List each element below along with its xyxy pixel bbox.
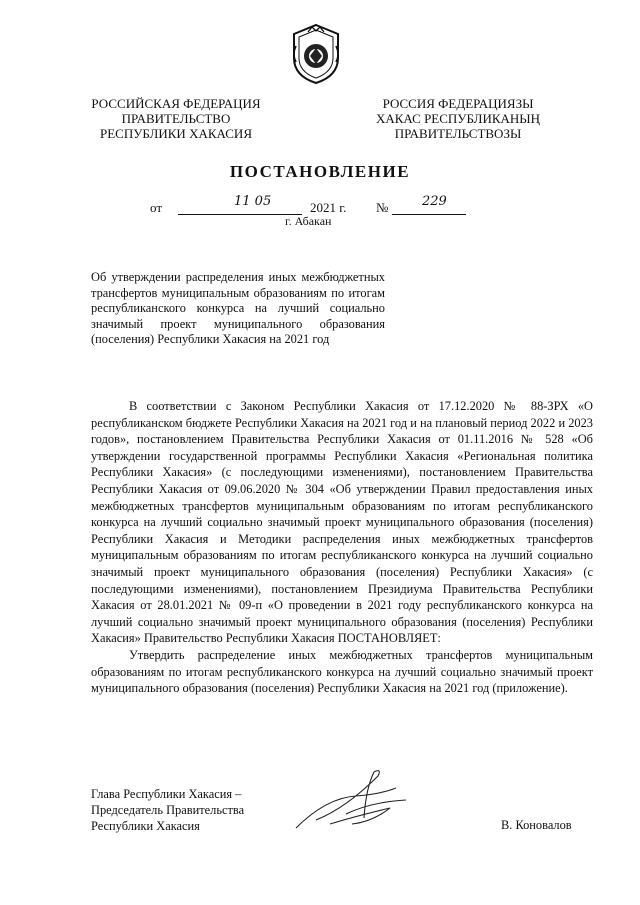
header-left-line: РОССИЙСКАЯ ФЕДЕРАЦИЯ bbox=[91, 96, 261, 111]
number-underline bbox=[392, 214, 466, 215]
document-type-heading: ПОСТАНОВЛЕНИЕ bbox=[229, 162, 411, 181]
handwritten-signature bbox=[286, 758, 416, 838]
header-right-khakas bbox=[358, 96, 558, 141]
header-left-line: ПРАВИТЕЛЬСТВО bbox=[121, 111, 231, 126]
signatory-title-line: Республики Хакасия bbox=[91, 819, 200, 833]
header-right-line: ПРАВИТЕЛЬСТВОЗЫ bbox=[394, 126, 522, 141]
coat-of-arms-emblem bbox=[286, 22, 346, 86]
body-paragraph: Утвердить распределение иных межбюджетных трансфертов муниципальным образованиям по итогам республиканского конкурса на лучший социально значимый проект муниципального образования (поселения) Республики Хакасия на 2021 год (приложение). bbox=[91, 647, 593, 696]
number-sign: № bbox=[376, 200, 389, 215]
signatory-name: В. Коновалов bbox=[501, 818, 572, 832]
resolution-title: Об утверждении распределения иных межбюджетных трансфертов муниципальным образованиям по итогам республиканского конкурса на лучший социально значимый проект муниципального образования (поселения) Республики Хакасия на 2021 год bbox=[91, 270, 385, 347]
number-handwritten: 229 bbox=[422, 194, 447, 209]
signatory-title-line: Глава Республики Хакасия – bbox=[91, 787, 242, 801]
year-text: 2021 г. bbox=[310, 200, 347, 215]
city-label: г. Абакан bbox=[285, 214, 332, 228]
date-prefix: от bbox=[150, 200, 163, 215]
signatory-title bbox=[91, 786, 244, 834]
header-left-line: РЕСПУБЛИКИ ХАКАСИЯ bbox=[99, 126, 252, 141]
resolution-body bbox=[91, 398, 593, 697]
date-underline bbox=[178, 214, 302, 215]
signatory-title-line: Председатель Правительства bbox=[91, 803, 245, 817]
body-paragraph: В соответствии с Законом Республики Хакасия от 17.12.2020 № 88-ЗРХ «О республиканском бюджете Республики Хакасия на 2021 год и на плановый период 2022 и 2023 годов», постановлением Правительства Республики Хакасия от 01.11.2016 № 528 «Об утверждении государственной программы Республики Хакасия «Региональная политика Республики Хакасия» (с последующими изменениями), постановлением Правительства Республики Хакасия от 09.06.2020 № 304 «Об утверждении Правил предоставления иных межбюджетных трансфертов муниципальным образованиям по итогам республиканского конкурса на лучший социально значимый проект муниципального образования (поселения) Республики Хакасия и Методики распределения иных межбюджетных трансфертов муниципальным образованиям по итогам республиканского конкурса на лучший социально значимый проект муниципального образования (поселения) Республики Хакасия» (с последующими изменениями), постановлением Президиума Правительства Республики Хакасия от 28.01.2021 № 09-п «О проведении в 2021 году республиканского конкурса на лучший социально значимый проект муниципального образования (поселения) Республики Хакасия» Правительство Республики Хакасия ПОСТАНОВЛЯЕТ: bbox=[91, 399, 593, 646]
date-handwritten: 11 05 bbox=[234, 194, 272, 209]
header-right-line: РОССИЯ ФЕДЕРАЦИЯЗЫ bbox=[382, 96, 534, 111]
header-right-line: ХАКАС РЕСПУБЛИКАНЫҢ bbox=[375, 111, 541, 126]
header-left-ru bbox=[80, 96, 272, 141]
